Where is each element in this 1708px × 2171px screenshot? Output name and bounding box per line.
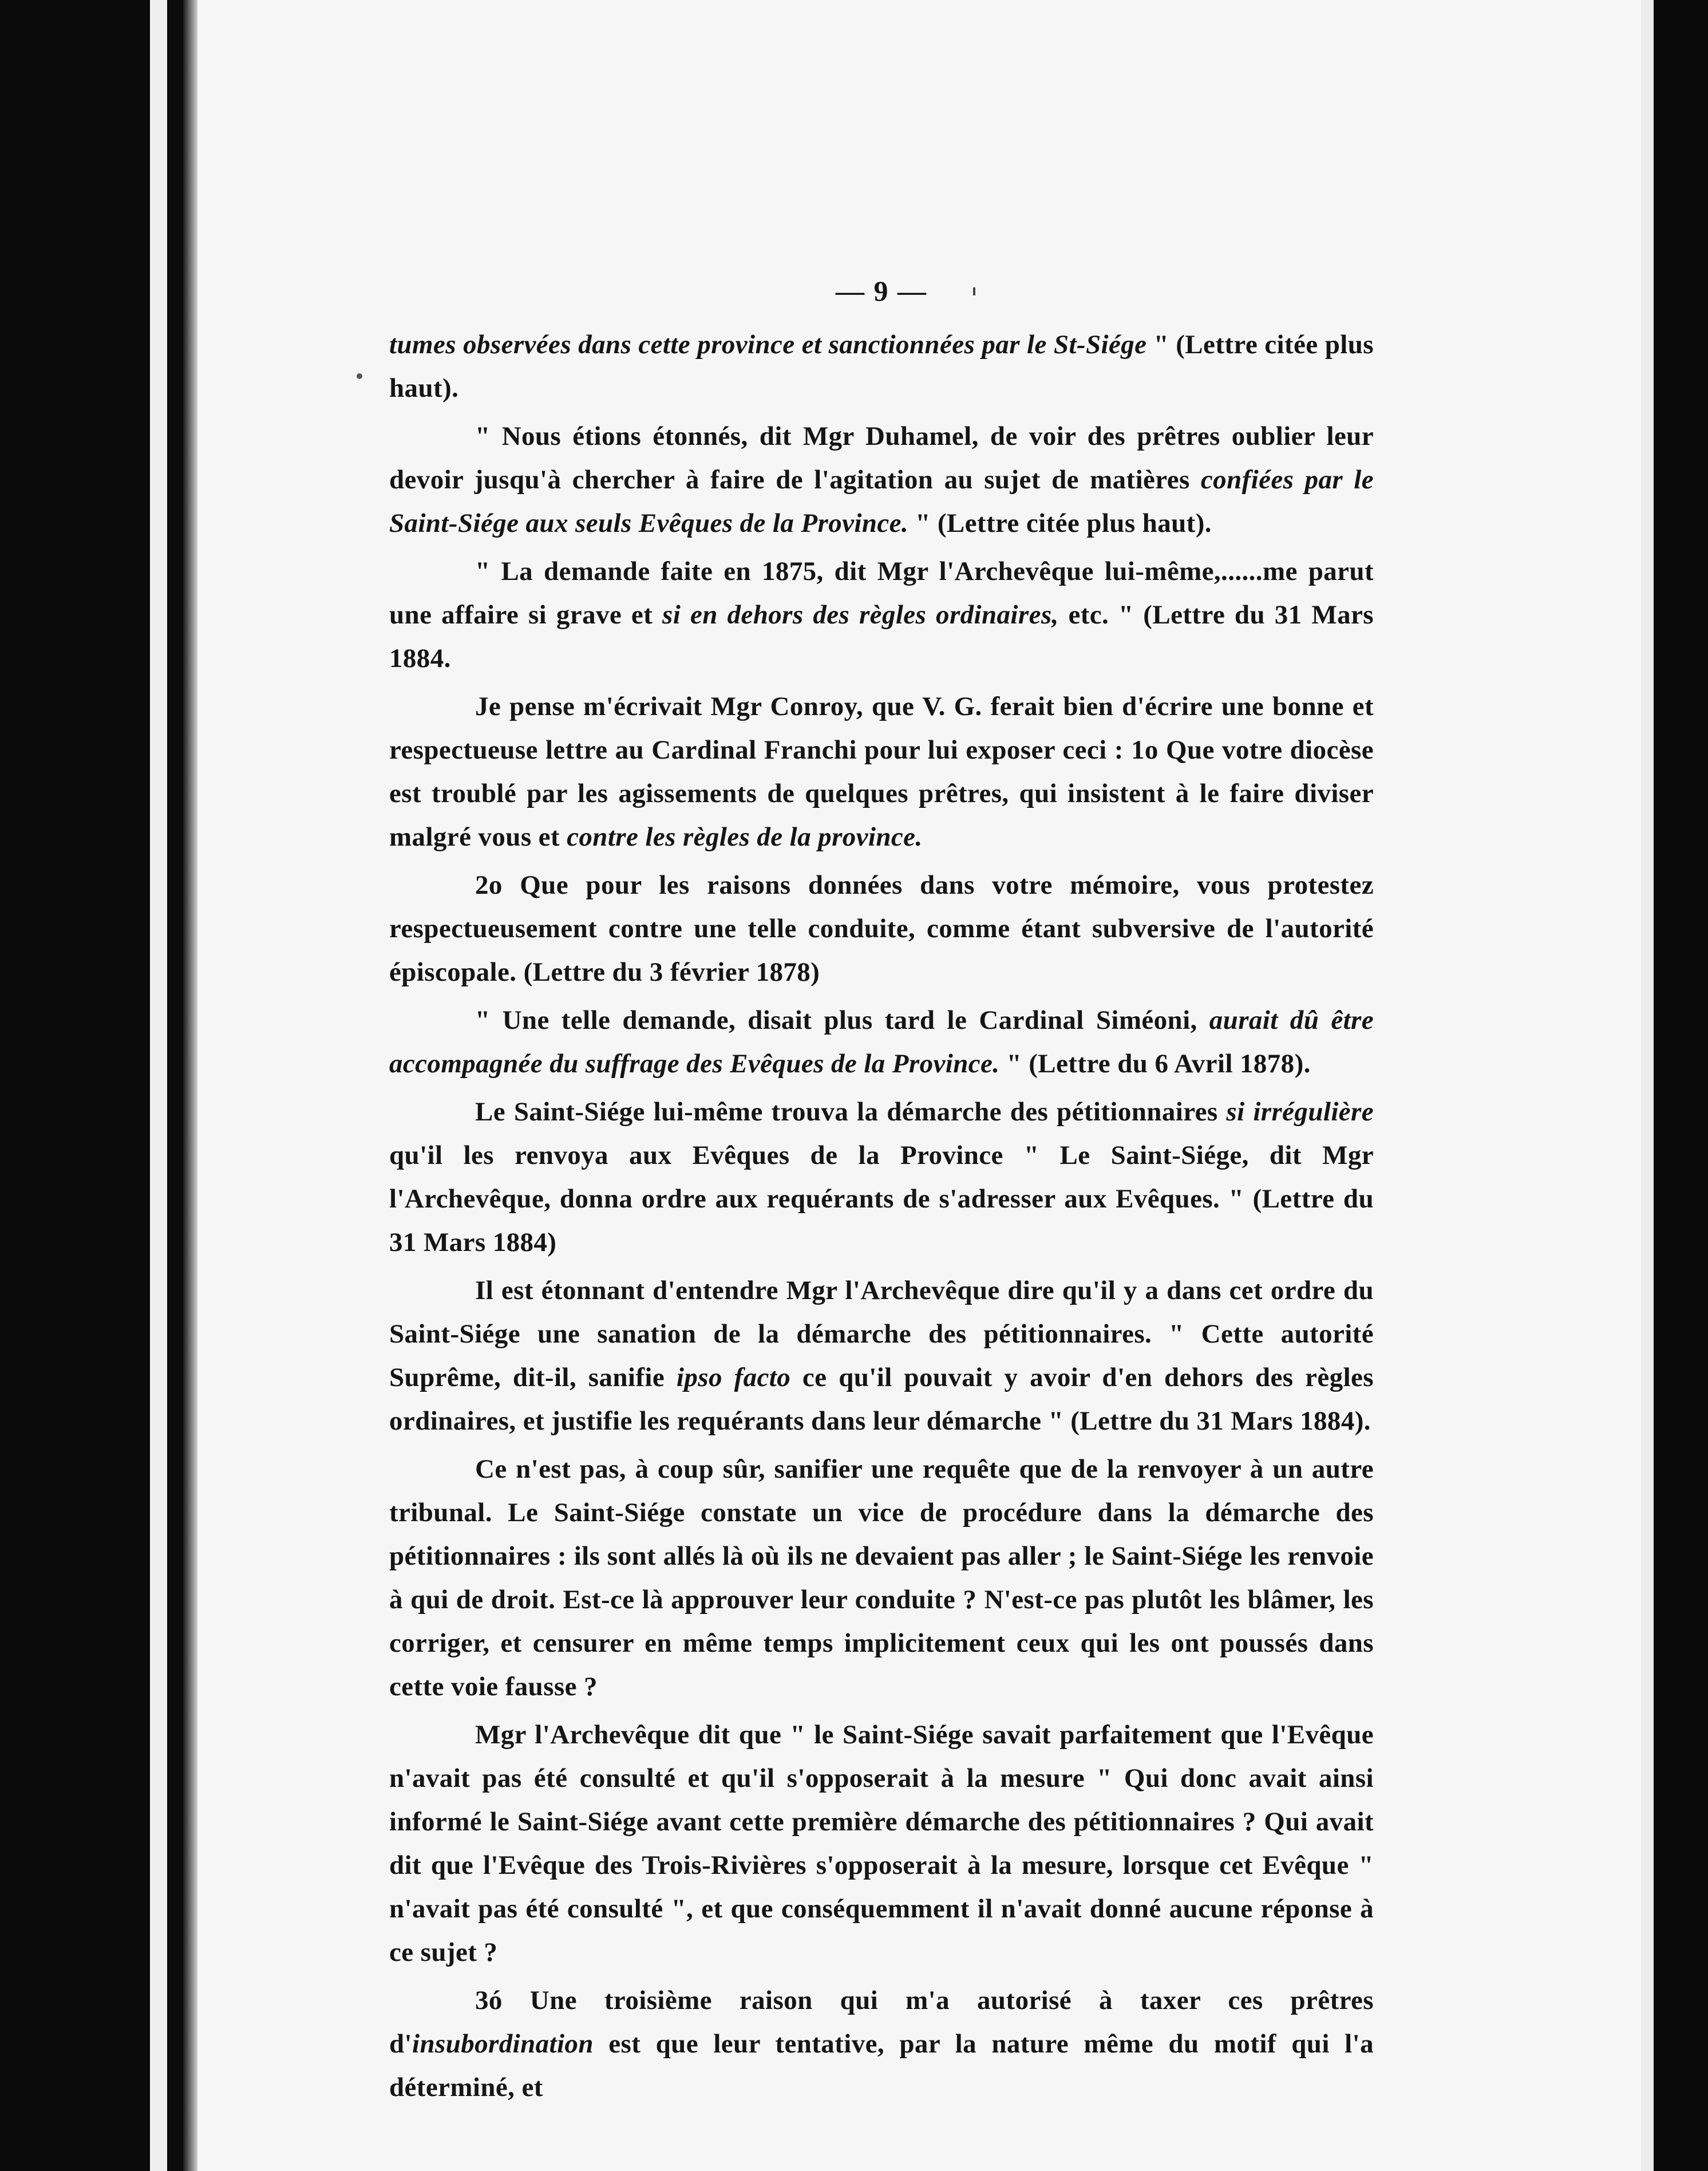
text-segment: etc. " (Lettre du 31 Mars 1884. [389,600,1374,673]
text-segment: " (Lettre citée plus haut). [389,330,1374,403]
text-segment: Je pense m'écrivait Mgr Conroy, que V. G. ferait bien d'écrire une bonne et respectueuse lettre au Cardinal Franchi pour lui exposer ceci : 1o Que votre diocèse est troublé par les agissements de quelques prêtres, qui insistent à le faire diviser malgré vous et [389,692,1374,852]
paragraph [389,1269,1374,1443]
italic-text: insubordination [412,2029,594,2059]
text-segment: Il est étonnant d'entendre Mgr l'Archevêque dire qu'il y a dans cet ordre du Saint-Siége une sanation de la démarche des pétitionnaires. " Cette autorité Suprême, dit-il, sanifie [389,1276,1374,1392]
scan-speck [357,373,362,379]
italic-text: confiées par le Saint-Siége aux seuls Evêques de la Province. [389,465,1374,538]
paragraph-list [389,323,1374,2109]
italic-text: contre les règles de la province. [567,822,923,852]
text-segment: Le Saint-Siége lui-même trouva la démarche des pétitionnaires [475,1097,1227,1127]
text-segment: " (Lettre du 6 Avril 1878). [999,1049,1311,1079]
text-segment: Ce n'est pas, à coup sûr, sanifier une requête que de la renvoyer à un autre tribunal. Le Saint-Siége constate un vice de procédure dans la démarche des pétitionnaires : ils sont allés là où ils ne devaient pas aller ; le Saint-Siége les renvoie à qui de droit. Est-ce là approuver leur conduite ? N'est-ce pas plutôt les blâmer, les corriger, et censurer en même temps implicitement ceux qui les ont poussés dans cette voie fausse ? [389,1454,1374,1702]
paragraph [389,1713,1374,1974]
text-segment: 2o Que pour les raisons données dans votre mémoire, vous protestez respectueusement contre une telle conduite, comme étant subversive de l'autorité épiscopale. (Lettre du 3 février 1878) [389,870,1374,987]
italic-text: aurait dû être accompagnée du suffrage des Evêques de la Province. [389,1005,1374,1079]
text-segment: Mgr l'Archevêque dit que " le Saint-Siége savait parfaitement que l'Evêque n'avait pas été consulté et qu'il s'opposerait à la mesure " Qui donc avait ainsi informé le Saint-Siége avant cette première démarche des pétitionnaires ? Qui avait dit que l'Evêque des Trois-Rivières s'opposerait à la mesure, lorsque cet Evêque " n'avait pas été consulté ", et que conséquemment il n'avait donné aucune réponse à ce sujet ? [389,1720,1374,1967]
paragraph [389,998,1374,1086]
text-segment: 3ó Une troisième raison qui m'a autorisé à taxer ces prêtres d' [389,1986,1374,2059]
scanner-frame-right [1654,0,1708,2171]
paragraph [389,1090,1374,1264]
text-segment: " Nous étions étonnés, dit Mgr Duhamel, de voir des prêtres oublier leur devoir jusqu'à chercher à faire de l'agitation au sujet de matières [389,421,1374,495]
italic-text: ipso facto [676,1363,791,1392]
italic-text: si en dehors des règles ordinaires, [662,600,1059,630]
book-spine-strip [150,0,167,2171]
italic-text: si irrégulière [1226,1097,1374,1127]
text-segment: est que leur tentative, par la nature même du motif qui l'a déterminé, et [389,2029,1374,2102]
paper-edge-shadow [183,0,197,2171]
text-segment: " Une telle demande, disait plus tard le Cardinal Siméoni, [475,1005,1209,1035]
paragraph [389,415,1374,545]
paragraph [389,685,1374,859]
text-segment: " La demande faite en 1875, dit Mgr l'Archevêque lui-même,......me parut une affaire si grave et [389,556,1374,630]
right-margin-strip [1641,0,1654,2171]
paragraph [389,323,1374,410]
text-segment: ce qu'il pouvait y avoir d'en dehors des règles ordinaires, et justifie les requérants dans leur démarche " (Lettre du 31 Mars 1884). [389,1363,1374,1436]
text-segment: " (Lettre citée plus haut). [908,508,1212,538]
text-segment: qu'il les renvoya aux Evêques de la Province " Le Saint-Siége, dit Mgr l'Archevêque, donna ordre aux requérants de s'adresser aux Evêques. " (Lettre du 31 Mars 1884) [389,1140,1374,1257]
paragraph [389,1447,1374,1708]
document-body [389,269,1374,2114]
paragraph [389,550,1374,680]
paragraph [389,1979,1374,2109]
page-number: — 9 — [836,275,927,307]
paragraph [389,863,1374,994]
italic-text: tumes observées dans cette province et sanctionnées par le St-Siége [389,330,1147,360]
